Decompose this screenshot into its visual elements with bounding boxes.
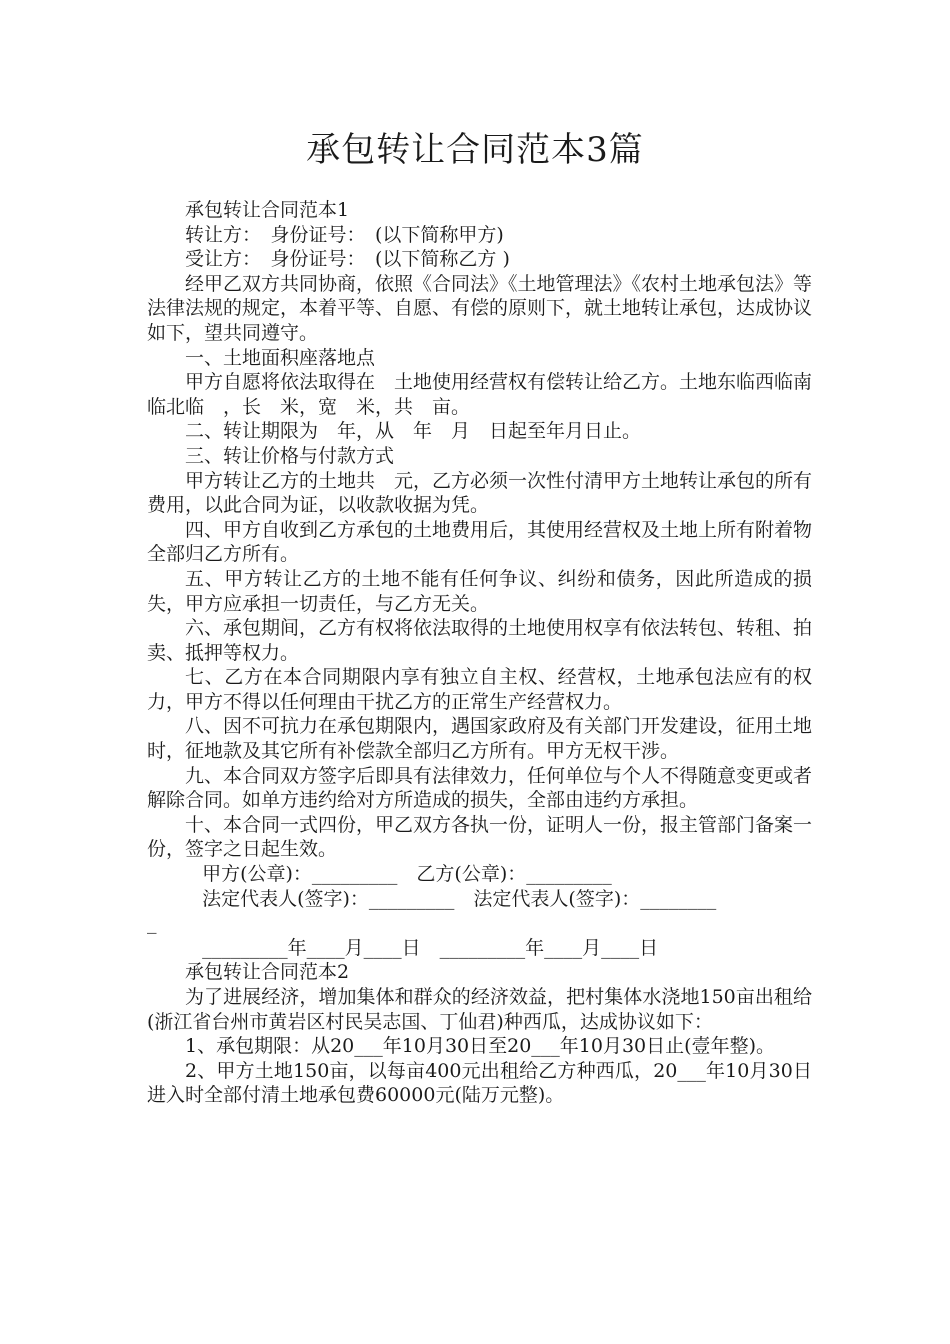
section2-preamble: 为了进展经济，增加集体和群众的经济效益，把村集体水浇地150亩出租给(浙江省台州市黄岩区村民吴志国、丁仙君)种西瓜，达成协议如下：	[147, 986, 812, 1033]
clause-10: 十、本合同一式四份，甲乙双方各执一份，证明人一份，报主管部门备案一份，签字之日起生效。	[147, 813, 813, 861]
preamble-paragraph: 经甲乙双方共同协商，依照《合同法》《土地管理法》《农村土地承包法》等法律法规的规定，本着平等、自愿、有偿的原则下，就土地转让承包，达成协议如下，望共同遵守。	[147, 272, 813, 344]
signature-representative-tail: _	[147, 912, 157, 935]
clause-3-body: 甲方转让乙方的土地共 元，乙方必须一次性付清甲方土地转让承包的所有费用，以此合同为证，以收款收据为凭。	[147, 469, 813, 517]
clause-5: 五、甲方转让乙方的土地不能有任何争议、纠纷和债务，因此所造成的损失，甲方应承担一切责任，与乙方无关。	[147, 567, 812, 615]
signature-representative-line: 法定代表人(签字)：_________ 法定代表人(签字)：________	[202, 887, 717, 910]
clause-9: 九、本合同双方签字后即具有法律效力，任何单位与个人不得随意变更或者解除合同。如单方违约给对方所造成的损失，全部由违约方承担。	[147, 764, 813, 812]
section2-clause-1: 1、承包期限：从20___年10月30日至20___年10月30日止(壹年整)。	[185, 1035, 775, 1058]
clause-8: 八、因不可抗力在承包期限内，遇国家政府及有关部门开发建设，征用土地时，征地款及其它所有补偿款全部归乙方所有。甲方无权干涉。	[147, 715, 813, 763]
clause-3-title: 三、转让价格与付款方式	[185, 444, 395, 467]
signature-date-line: _________年____月____日 _________年____月____日	[202, 936, 659, 959]
clause-2: 二、转让期限为 年，从 年 月 日起至年月日止。	[185, 420, 642, 443]
section-heading-2: 承包转让合同范本2	[185, 961, 350, 984]
party-b-line: 受让方： 身份证号： (以下简称乙方 )	[185, 248, 510, 271]
clause-7: 七、乙方在本合同期限内享有独立自主权、经营权，土地承包法应有的权力，甲方不得以任何理由干扰乙方的正常生产经营权力。	[147, 666, 812, 713]
clause-1-title: 一、土地面积座落地点	[185, 346, 376, 369]
clause-1-body: 甲方自愿将依法取得在 土地使用经营权有偿转让给乙方。土地东临西临南临北临 ，长 米，宽 米，共 亩。	[147, 371, 813, 418]
party-a-line: 转让方： 身份证号： (以下简称甲方)	[185, 223, 504, 246]
signature-seal-line: 甲方(公章)：_________ 乙方(公章)：_________	[202, 863, 612, 886]
clause-4: 四、甲方自收到乙方承包的土地费用后，其使用经营权及土地上所有附着物全部归乙方所有。	[147, 518, 813, 566]
document-title: 承包转让合同范本3篇	[306, 130, 644, 170]
section2-clause-2: 2、甲方土地150亩，以每亩400元出租给乙方种西瓜，20___年10月30日进入时全部付清土地承包费60000元(陆万元整)。	[147, 1059, 812, 1107]
clause-6: 六、承包期间，乙方有权将依法取得的土地使用权享有依法转包、转租、拍卖、抵押等权力。	[147, 617, 813, 664]
section-heading-1: 承包转让合同范本1	[185, 199, 350, 221]
document-body	[147, 198, 812, 1108]
